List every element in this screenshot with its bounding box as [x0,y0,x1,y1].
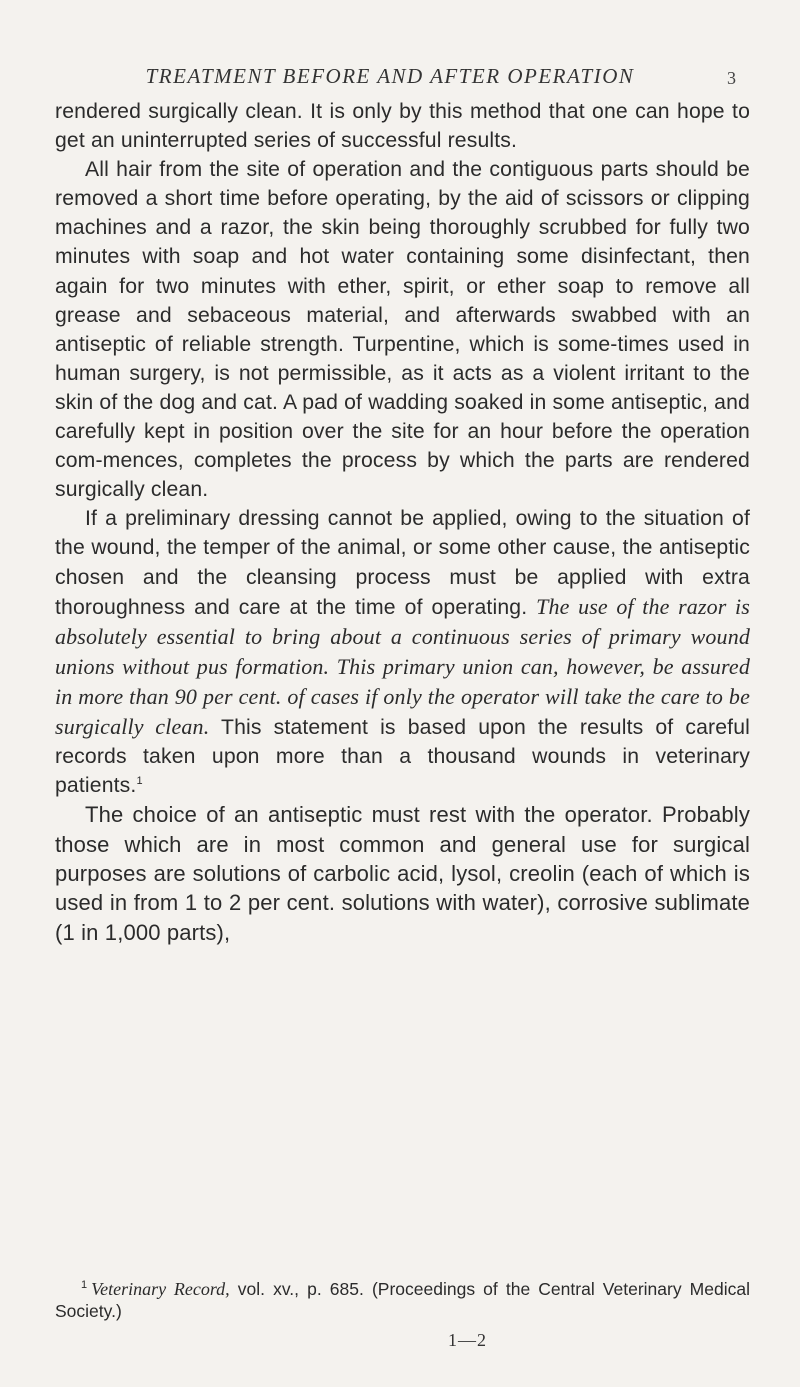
footnote [55,1278,750,1322]
body-text [55,97,750,947]
paragraph-3-end: This statement is based upon the results of careful records taken upon more than a thousand wounds in veterinary patients. [55,715,751,798]
running-head [110,64,750,92]
footnote-text: vol. xv., p. 685. (Proceedings of the Central Veterinary Medical Society.) [55,1279,750,1321]
paragraph-2: All hair from the site of operation and the contiguous parts should be removed a short time before operating, by the aid of scissors or clipping machines and a razor, the skin being thoroughly scrubbed for fully two minutes with soap and hot water containing some disinfectant, then again for two minutes with ether, spirit, or ether soap to remove all grease and sebaceous material, and afterwards swabbed with an antiseptic of reliable strength. Turpentine, which is some-times used in human surgery, is not permissible, as it acts as a violent irritant to the skin of the dog and cat. A pad of wadding soaked in some antiseptic, and carefully kept in position over the site for an hour before the operation com-mences, completes the process by which the parts are rendered surgically clean. [55,158,750,502]
paragraph-3-start: If a preliminary dressing cannot be applied, owing to the situation of the wound, the temper of the animal, or some other cause, the antiseptic chosen and the cleansing process must be applied with extra thoroughness and care at the time of operating. [55,507,750,619]
signature-mark: 1—2 [448,1330,487,1350]
footnote-mark: 1 [81,1279,88,1292]
paragraph-3-italic: The use of the razor is absolutely essential to bring about a continuous series of primary wound unions without pus formation. This primary union can, however, be assured in more than 90 per cent. of cases if only the operator will take the care to be surgically clean. [55,593,750,739]
running-title: TREATMENT BEFORE AND AFTER OPERATION [145,64,635,88]
paragraph-4: The choice of an antiseptic must rest with the operator. Probably those which are in most common and general use for surgical purposes are solutions of carbolic acid, lysol, creolin (each of which is used in from 1 to 2 per cent. solutions with water), corrosive sublimate (1 in 1,000 parts), [55,802,750,945]
paragraph-3 [55,504,750,800]
page-number: 3 [727,68,736,88]
footnote-journal: Veterinary Record, [91,1279,230,1299]
paragraph-1: rendered surgically clean. It is only by this method that one can hope to get an uninterrupted series of successful results. [55,100,750,153]
footnote-reference: 1 [136,775,143,788]
